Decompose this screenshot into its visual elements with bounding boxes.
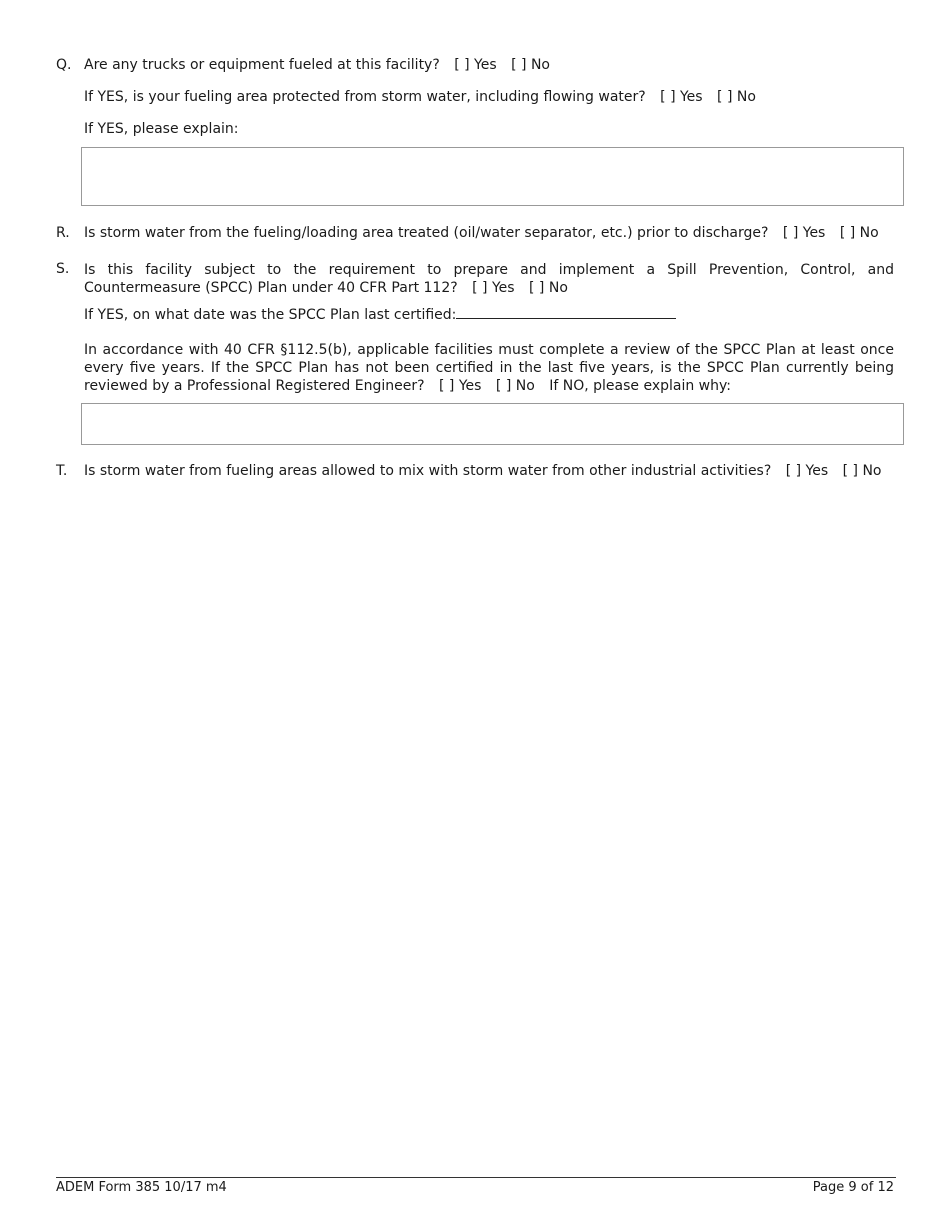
question-q-no-checkbox[interactable]: [ ] No bbox=[511, 57, 550, 73]
question-s-label: S. bbox=[56, 261, 70, 277]
question-s-review-no-checkbox[interactable]: [ ] No bbox=[495, 378, 535, 394]
question-s-review-paragraph bbox=[84, 341, 894, 395]
question-s-date-field[interactable] bbox=[456, 306, 676, 319]
question-s-date-prompt: If YES, on what date was the SPCC Plan last certified: bbox=[84, 307, 457, 323]
question-t-no-checkbox[interactable]: [ ] No bbox=[842, 463, 882, 479]
footer-page-number: Page 9 of 12 bbox=[812, 1180, 894, 1195]
question-s-text-line2: (SPCC) Plan under 40 CFR Part 112? bbox=[205, 280, 458, 296]
question-t-yes-checkbox[interactable]: [ ] Yes bbox=[785, 463, 829, 479]
question-q-followup-no-checkbox[interactable]: [ ] No bbox=[717, 89, 756, 105]
question-s-explain-field[interactable] bbox=[81, 403, 904, 445]
question-s-text bbox=[84, 261, 894, 297]
question-q-followup-yes-checkbox[interactable]: [ ] Yes bbox=[660, 89, 703, 105]
footer-divider bbox=[56, 1177, 896, 1178]
question-t-label: T. bbox=[56, 463, 68, 479]
question-r-yes-checkbox[interactable]: [ ] Yes bbox=[782, 225, 826, 241]
question-q-followup-row bbox=[84, 89, 756, 105]
question-s-review-text: In accordance with 40 CFR §112.5(b), applicable facilities must complete a review of the SPCC Plan at least once every five years. If the SPCC Plan has not been certified in the last five years, is the SPCC Plan currently being reviewed by a Professional Registered Engineer? bbox=[84, 342, 894, 394]
question-q-text: Are any trucks or equipment fueled at this facility? bbox=[84, 57, 440, 73]
question-s-text-line1: Is this facility subject to the requirement to prepare and implement a Spill Prevention, Control, and Countermeasure bbox=[84, 262, 894, 296]
question-q-followup-text: If YES, is your fueling area protected from storm water, including flowing water? bbox=[84, 89, 646, 105]
question-t-row bbox=[84, 463, 882, 479]
question-q-explain-label: If YES, please explain: bbox=[84, 121, 239, 137]
question-r-text: Is storm water from the fueling/loading area treated (oil/water separator, etc.) prior to discharge? bbox=[84, 225, 769, 241]
question-r-label: R. bbox=[56, 225, 70, 241]
question-t-text: Is storm water from fueling areas allowed to mix with storm water from other industrial activities? bbox=[84, 463, 772, 479]
question-r-no-checkbox[interactable]: [ ] No bbox=[839, 225, 879, 241]
question-q-text-row bbox=[84, 57, 550, 73]
question-s-review-yes-checkbox[interactable]: [ ] Yes bbox=[439, 378, 482, 394]
question-s-yes-checkbox[interactable]: [ ] Yes bbox=[472, 280, 515, 296]
footer-form-id: ADEM Form 385 10/17 m4 bbox=[56, 1180, 227, 1195]
question-q-explain-field[interactable] bbox=[81, 147, 904, 206]
question-q-yes-checkbox[interactable]: [ ] Yes bbox=[454, 57, 497, 73]
question-s-review-explain-label: If NO, please explain why: bbox=[549, 378, 731, 394]
question-s-no-checkbox[interactable]: [ ] No bbox=[529, 280, 568, 296]
question-q-label: Q. bbox=[56, 57, 72, 73]
question-r-row bbox=[84, 225, 879, 241]
question-s-date-row bbox=[84, 306, 676, 323]
